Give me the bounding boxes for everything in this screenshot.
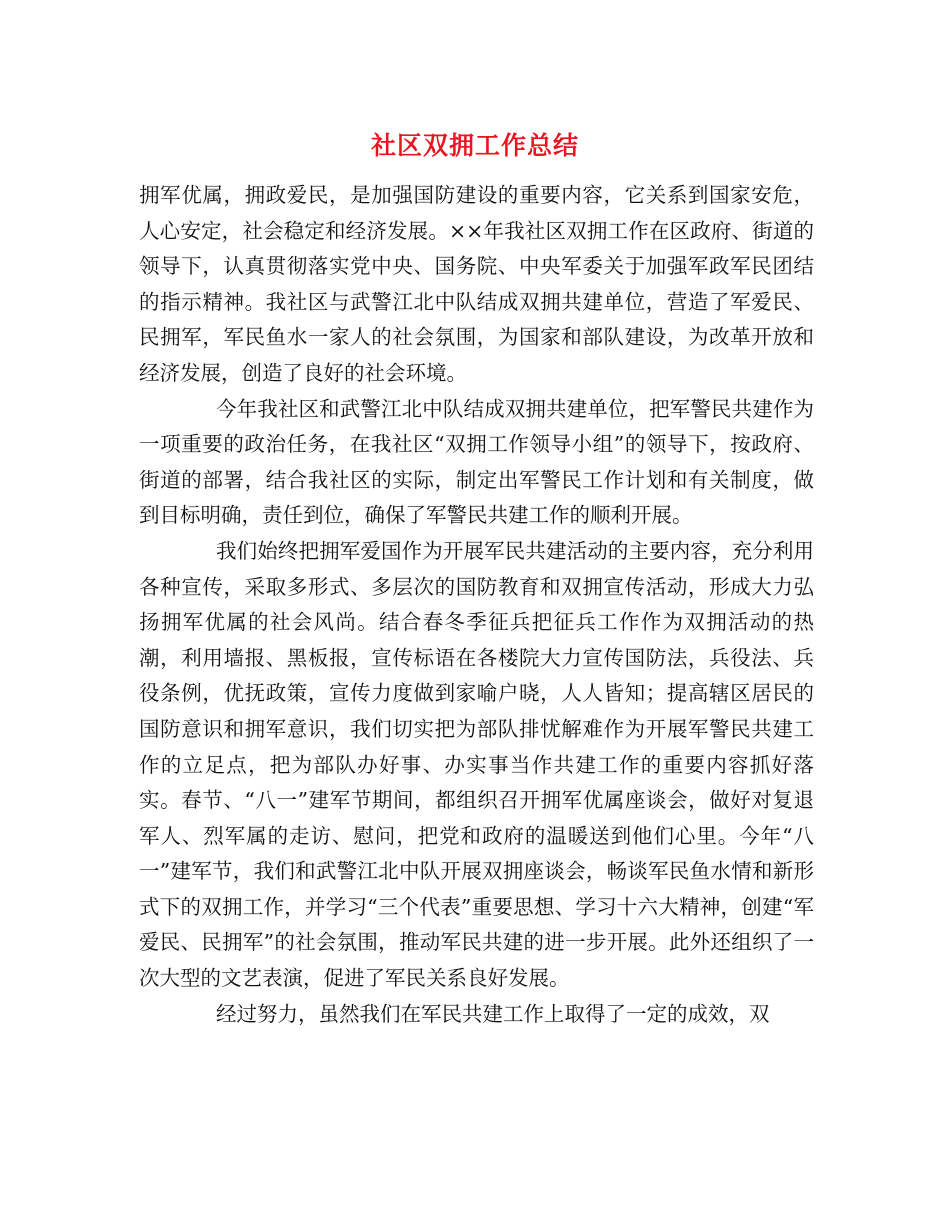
paragraph-2: 今年我社区和武警江北中队结成双拥共建单位，把军警民共建作为一项重要的政治任务，在我社区“双拥工作领导小组”的领导下，按政府、街道的部署，结合我社区的实际，制定出军警民工作计划和有关制度，做到目标明确，责任到位，确保了军警民共建工作的顺利开展。 bbox=[139, 396, 814, 528]
document-body bbox=[139, 178, 814, 1032]
document-title: 社区双拥工作总结 bbox=[370, 131, 579, 160]
paragraph-3: 我们始终把拥军爱国作为开展军民共建活动的主要内容，充分利用各种宣传，采取多形式、多层次的国防教育和双拥宣传活动，形成大力弘扬拥军优属的社会风尚。结合春冬季征兵把征兵工作作为双拥活动的热潮，利用墙报、黑板报，宣传标语在各楼院大力宣传国防法，兵役法、兵役条例，优抚政策，宣传力度做到家喻户晓，人人皆知；提高辖区居民的国防意识和拥军意识，我们切实把为部队排忧解难作为开展军警民共建工作的立足点，把为部队办好事、办实事当作共建工作的重要内容抓好落实。春节、“八一”建军节期间，都组织召开拥军优属座谈会，做好对复退军人、烈军属的走访、慰问，把党和政府的温暖送到他们心里。今年“八一”建军节，我们和武警江北中队开展双拥座谈会，畅谈军民鱼水情和新形式下的双拥工作，并学习“三个代表”重要思想、学习十六大精神，创建“军爱民、民拥军”的社会氛围，推动军民共建的进一步开展。此外还组织了一次大型的文艺表演，促进了军民关系良好发展。 bbox=[139, 538, 814, 991]
paragraph-4: 经过努力，虽然我们在军民共建工作上取得了一定的成效，双 bbox=[216, 1001, 770, 1026]
paragraph-1: 拥军优属，拥政爱民，是加强国防建设的重要内容，它关系到国家安危，人心安定，社会稳定和经济发展。××年我社区双拥工作在区政府、街道的领导下，认真贯彻落实党中央、国务院、中央军委关于加强军政军民团结的指示精神。我社区与武警江北中队结成双拥共建单位，营造了军爱民、民拥军，军民鱼水一家人的社会氛围，为国家和部队建设，为改革开放和经济发展，创造了良好的社会环境。 bbox=[139, 183, 814, 385]
